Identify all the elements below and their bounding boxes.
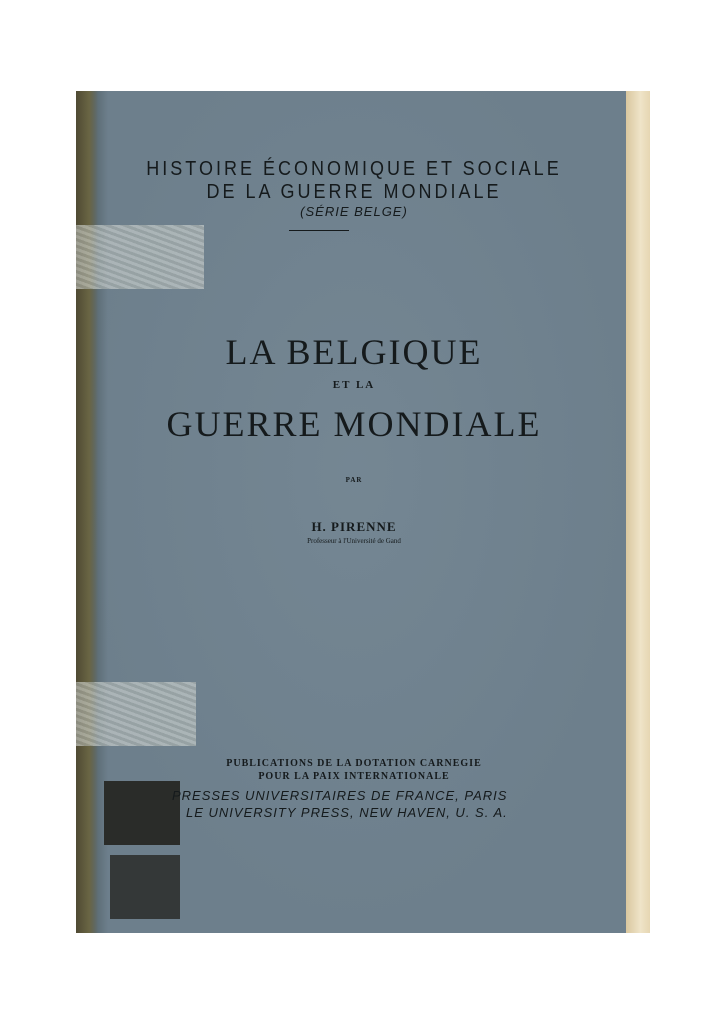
press-line2: LE UNIVERSITY PRESS, NEW HAVEN, U. S. A. bbox=[186, 805, 508, 820]
book-title-line2: GUERRE MONDIALE bbox=[166, 404, 542, 444]
series-subtitle: (SÉRIE BELGE) bbox=[300, 204, 408, 219]
book-cover-scan bbox=[76, 91, 650, 933]
book-title-line1: LA BELGIQUE bbox=[225, 332, 483, 372]
tape-strip-bottom bbox=[76, 682, 196, 746]
publisher-line2: POUR LA PAIX INTERNATIONALE bbox=[258, 771, 450, 782]
tape-strip-top bbox=[76, 225, 204, 289]
cover-board bbox=[76, 91, 632, 933]
worn-patch-2 bbox=[110, 855, 180, 919]
publisher-line1: PUBLICATIONS DE LA DOTATION CARNEGIE bbox=[226, 758, 482, 769]
page-edge-right bbox=[626, 91, 650, 933]
series-title-line2: DE LA GUERRE MONDIALE bbox=[206, 180, 502, 203]
worn-patch-1 bbox=[104, 781, 180, 845]
book-title-connector: ET LA bbox=[332, 379, 376, 391]
press-line1: PRESSES UNIVERSITAIRES DE FRANCE, PARIS bbox=[172, 788, 508, 803]
series-title-line1: HISTOIRE ÉCONOMIQUE ET SOCIALE bbox=[146, 157, 562, 180]
author-affiliation: Professeur à l'Université de Gand bbox=[307, 537, 401, 545]
divider-rule bbox=[289, 230, 349, 231]
by-label: PAR bbox=[345, 476, 363, 484]
author-name: H. PIRENNE bbox=[311, 519, 397, 534]
